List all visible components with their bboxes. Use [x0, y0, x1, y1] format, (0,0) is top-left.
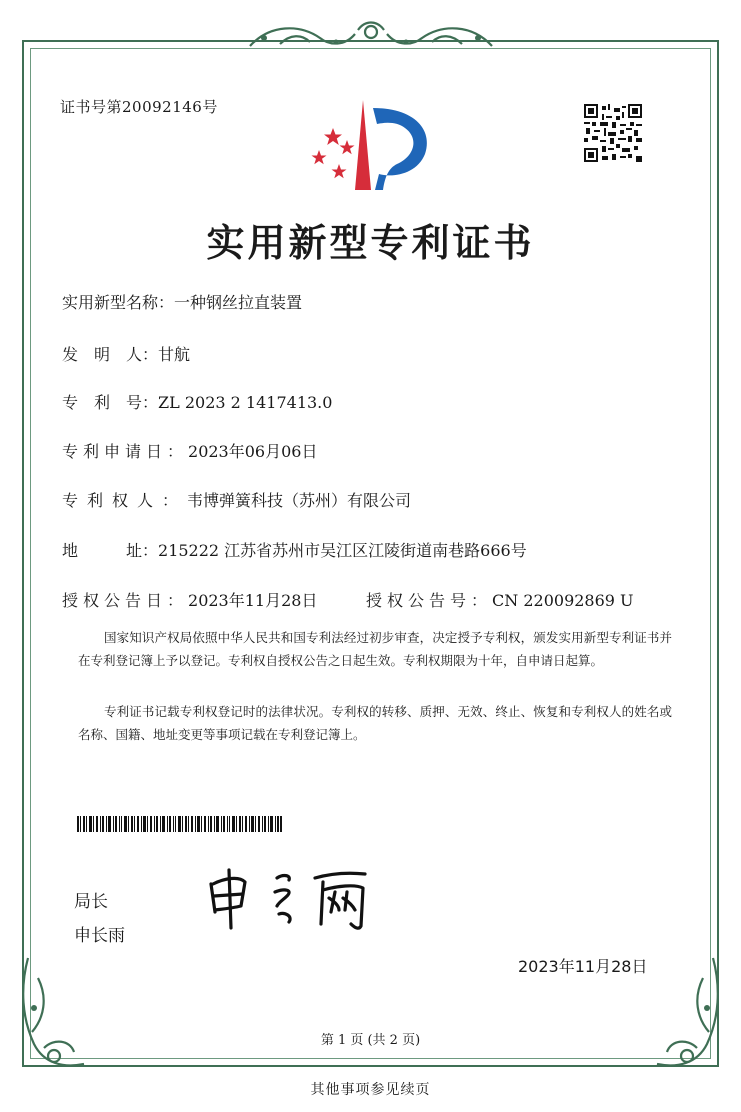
- patent-number-label: 专 利 号：: [62, 393, 159, 412]
- utility-model-name-label: 实用新型名称：: [62, 293, 175, 312]
- grant-number-label: 授权公告号：: [366, 591, 493, 610]
- top-ornament-icon: [240, 16, 502, 56]
- filing-date-row: [62, 439, 317, 462]
- bottom-right-ornament-icon: [642, 948, 727, 1078]
- certificate-number: 证书号第20092146号: [60, 98, 218, 116]
- certificate-title: 实用新型专利证书: [206, 220, 535, 265]
- grant-date-value: 2023年11月28日: [188, 591, 318, 610]
- handwritten-signature: [205, 862, 390, 932]
- address-label: 地 址：: [62, 541, 159, 560]
- signatory-title: 局长: [74, 892, 108, 912]
- utility-model-name-row: [62, 290, 302, 313]
- qr-code-icon: [584, 104, 642, 162]
- patentee-row: [62, 488, 411, 511]
- patent-number-row: [62, 390, 332, 413]
- utility-model-name-value: 一种钢丝拉直装置: [174, 293, 303, 312]
- grant-date-row: [62, 588, 317, 611]
- filing-date-label: 专利申请日：: [62, 442, 189, 461]
- page-number: 第 1 页 (共 2 页): [320, 1033, 421, 1048]
- inventor-label: 发 明 人：: [62, 345, 159, 364]
- cnipa-logo-icon: [305, 98, 435, 198]
- barcode-icon: [77, 816, 282, 832]
- grant-date-label: 授权公告日：: [62, 591, 189, 610]
- filing-date-value: 2023年06月06日: [188, 442, 318, 461]
- continuation-note: 其他事项参见续页: [310, 1082, 431, 1098]
- patentee-label: 专利权人：: [62, 491, 188, 510]
- grant-number-value: CN 220092869 U: [492, 591, 634, 610]
- patent-number-value: ZL 2023 2 1417413.0: [158, 393, 333, 412]
- signature-date: 2023年11月28日: [518, 957, 648, 976]
- legal-status-paragraph: 专利证书记载专利权登记时的法律状况。专利权的转移、质押、无效、终止、恢复和专利权人的姓名或名称、国籍、地址变更等事项记载在专利登记簿上。: [78, 704, 672, 742]
- grant-number-row: [366, 588, 634, 611]
- signatory-name: 申长雨: [74, 926, 125, 946]
- inventor-value: 甘航: [158, 345, 191, 364]
- inventor-row: [62, 342, 190, 365]
- address-row: [62, 538, 527, 561]
- bottom-left-ornament-icon: [14, 948, 99, 1078]
- address-value: 215222 江苏省苏州市吴江区江陵街道南巷路666号: [158, 541, 527, 560]
- patentee-value: 韦博弹簧科技（苏州）有限公司: [187, 491, 412, 510]
- grant-statement-paragraph: 国家知识产权局依照中华人民共和国专利法经过初步审查，决定授予专利权，颁发实用新型专利证书并在专利登记簿上予以登记。专利权自授权公告之日起生效。专利权期限为十年，自申请日起算。: [78, 630, 672, 668]
